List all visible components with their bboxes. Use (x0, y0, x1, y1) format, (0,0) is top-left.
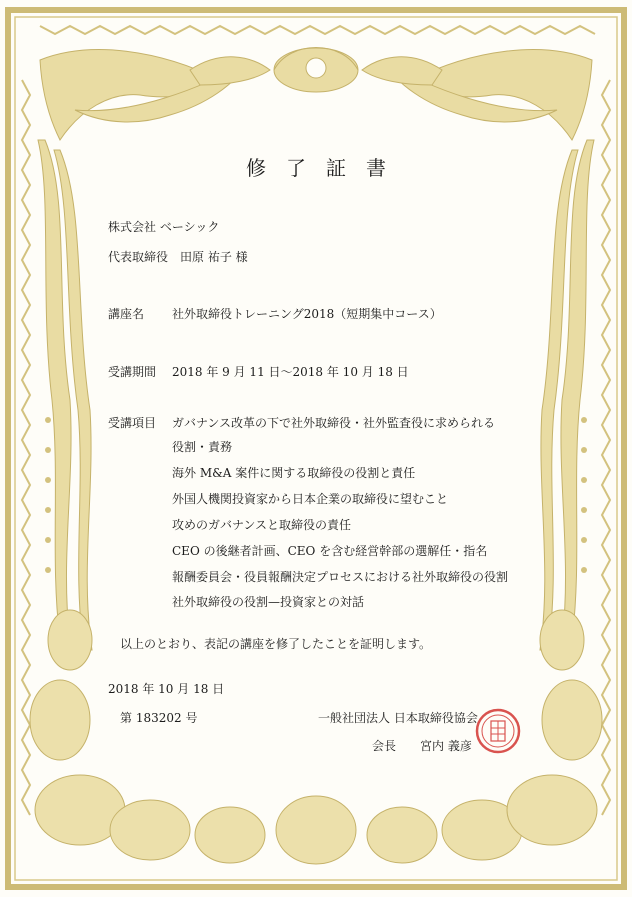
course-value: 社外取締役トレーニング2018（短期集中コース） (172, 307, 442, 321)
course-label: 講座名 (108, 307, 145, 321)
topic-item: CEO の後継者計画、CEO を含む経営幹部の選解任・指名 (172, 544, 488, 558)
topic-item: ガバナンス改革の下で社外取締役・社外監査役に求められる (172, 416, 496, 430)
topic-item: 社外取締役の役割—投資家との対話 (172, 595, 365, 609)
certificate-number: 第 183202 号 (120, 711, 198, 725)
recipient-name: 代表取締役 田原 祐子 様 (108, 250, 248, 264)
period-label: 受講期間 (108, 365, 157, 379)
certificate-title: 修了証書 (246, 156, 406, 180)
topics-label: 受講項目 (108, 416, 157, 430)
issue-date: 2018 年 10 月 18 日 (108, 682, 225, 696)
period-value: 2018 年 9 月 11 日～2018 年 10 月 18 日 (172, 365, 409, 379)
company-name: 株式会社 ベーシック (108, 220, 220, 234)
issuer-name: 一般社団法人 日本取締役協会 (318, 711, 478, 725)
topic-item: 外国人機関投資家から日本企業の取締役に望むこと (172, 492, 449, 506)
topic-item: 攻めのガバナンスと取締役の責任 (172, 518, 352, 532)
topic-item: 海外 M&A 案件に関する取締役の役割と責任 (172, 466, 416, 480)
signatory: 会長 宮内 義彦 (372, 739, 472, 753)
completion-statement: 以上のとおり、表記の講座を修了したことを証明します。 (120, 637, 432, 651)
topic-item: 役割・責務 (172, 440, 233, 454)
official-seal (474, 707, 522, 755)
topic-item: 報酬委員会・役員報酬決定プロセスにおける社外取締役の役割 (172, 570, 509, 584)
